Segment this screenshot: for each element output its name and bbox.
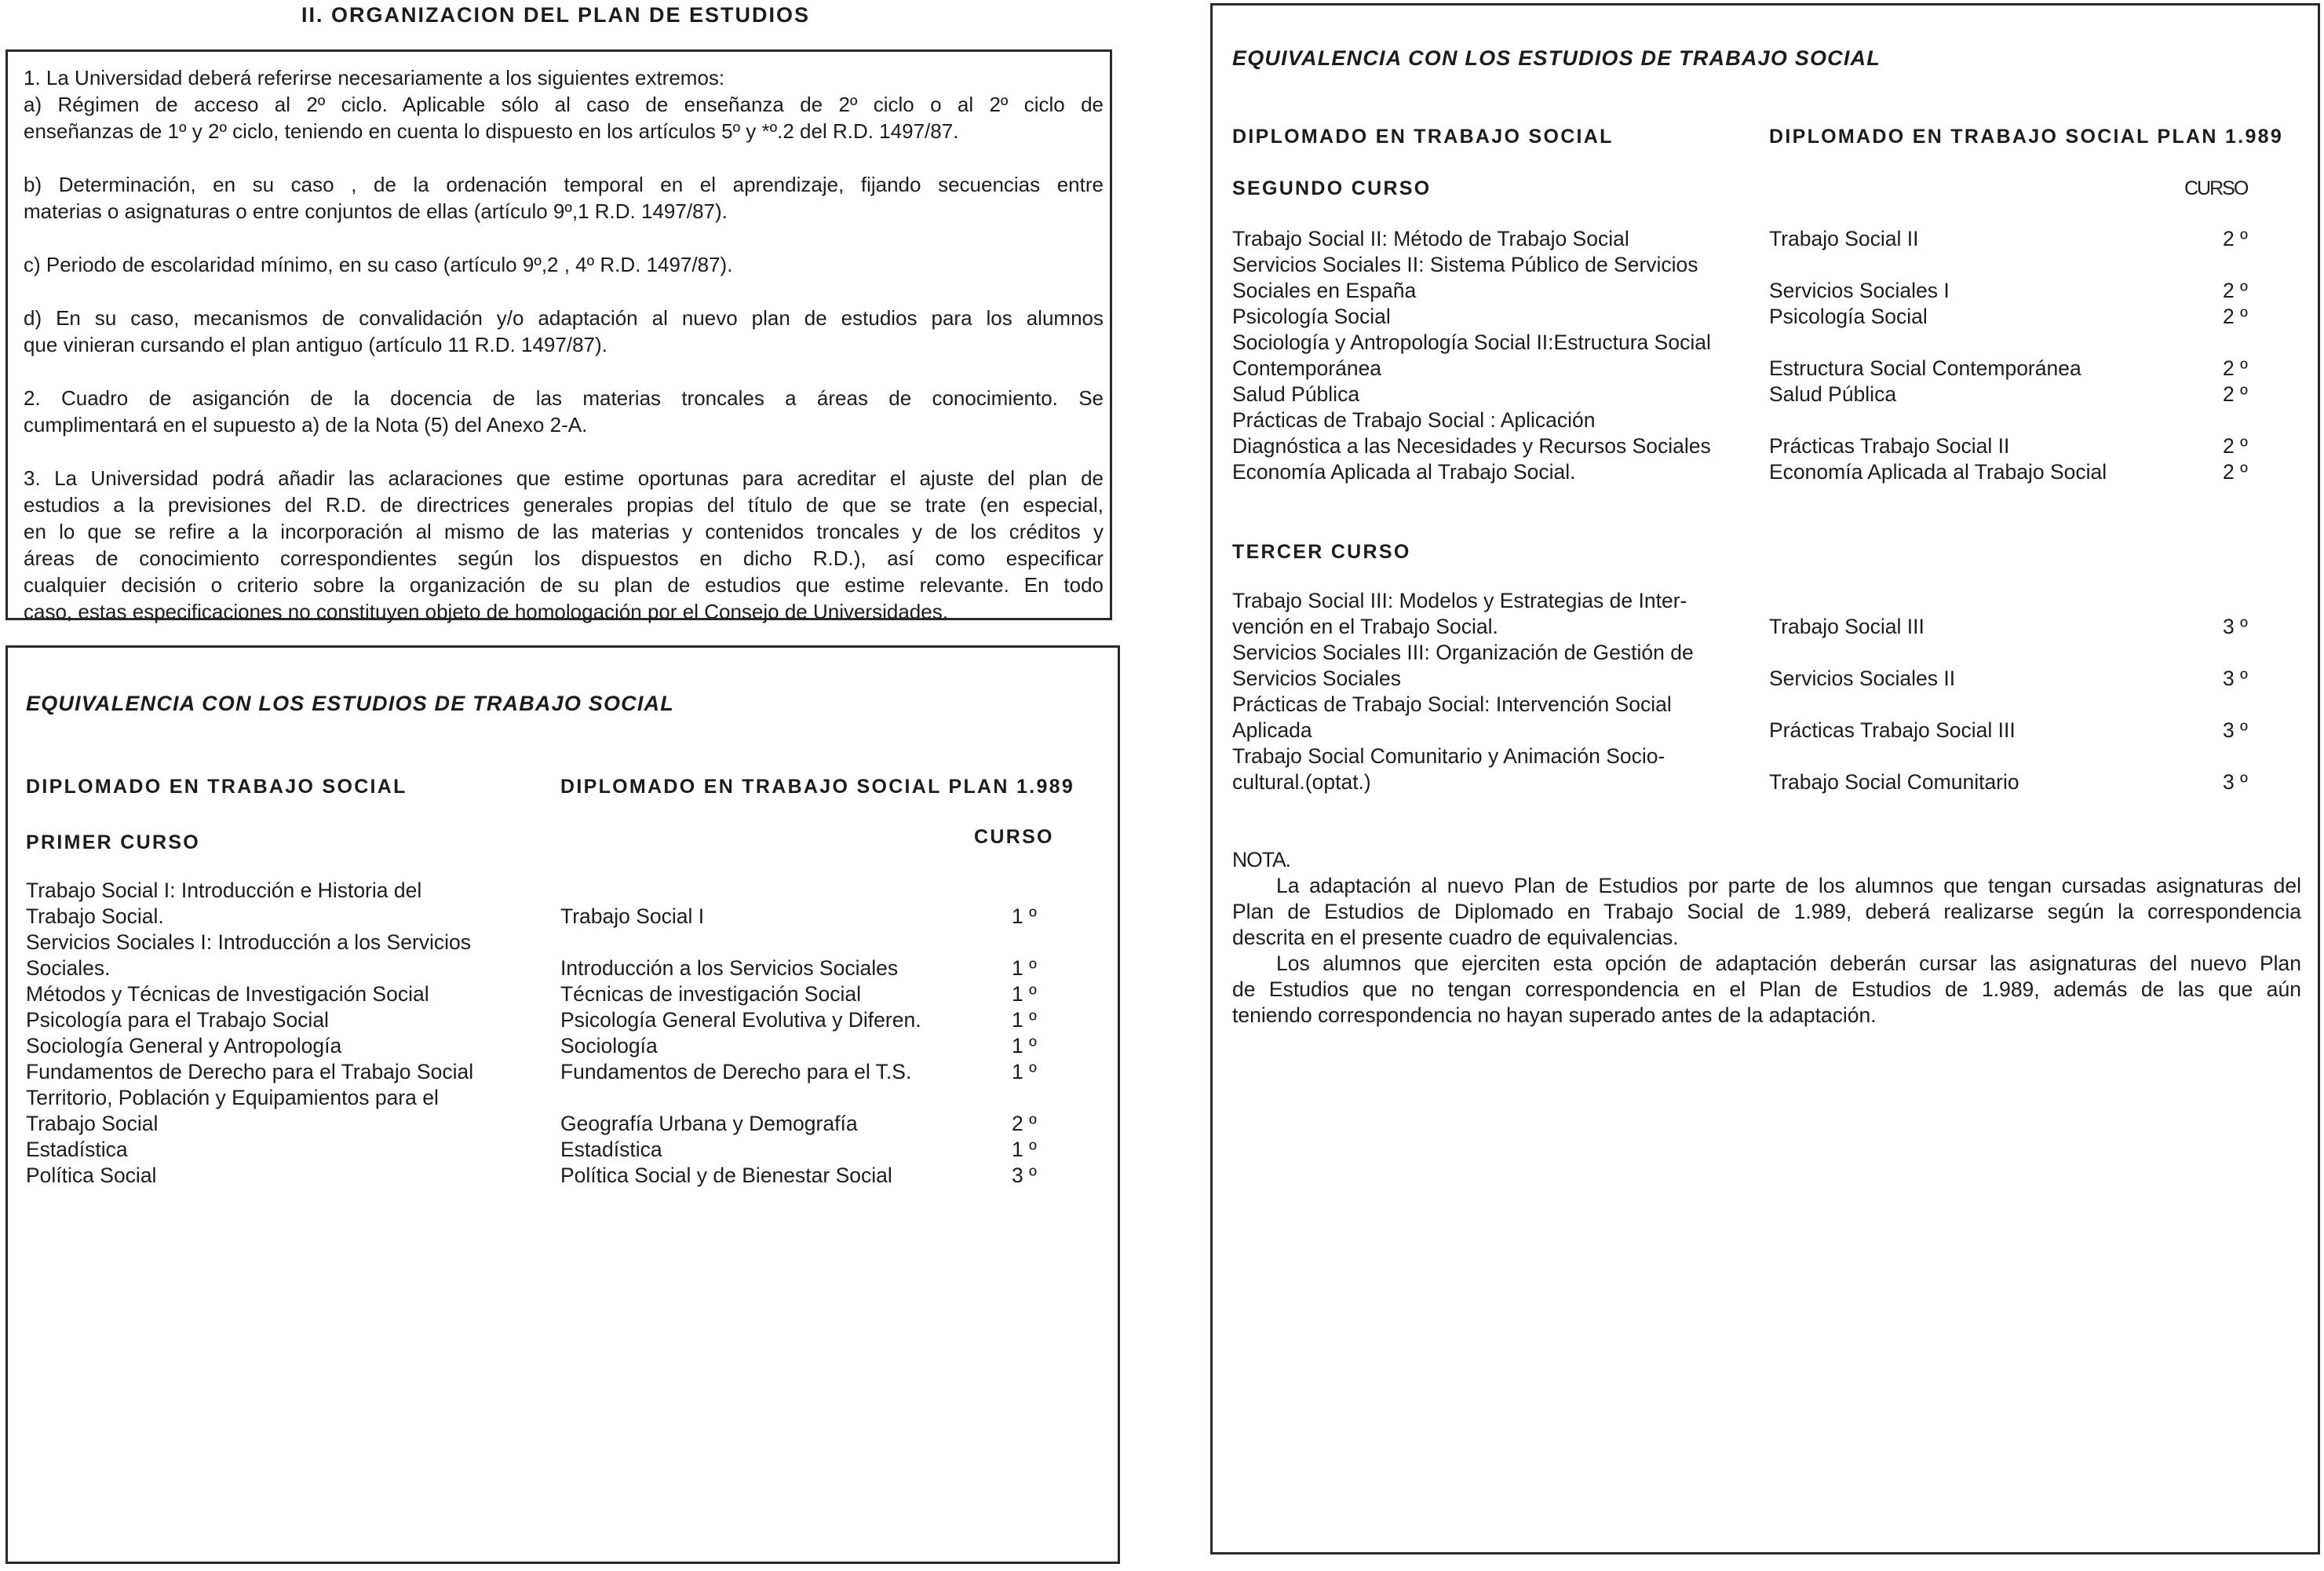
course-number: 3 º [1012,1164,1037,1187]
course-number: 1 º [1012,956,1037,980]
subject: Servicios Sociales [1232,667,1402,690]
nota-line: Los alumnos que ejerciten esta opción de adaptación deberán cursar las asignaturas del nuevo Plan [1276,952,2301,975]
course-number: 3 º [2223,718,2248,742]
equivalencia-primer-box [5,645,1120,1564]
course-number: 3 º [2223,770,2248,794]
course-number: 1 º [1012,1138,1037,1161]
equivalent-subject: Fundamentos de Derecho para el T.S. [560,1060,912,1083]
nota-line: Plan de Estudios de Diplomado en Trabajo Social de 1.989, deberá realizarse según la correspondencia [1232,900,2301,923]
col1-header: DIPLOMADO EN TRABAJO SOCIAL [1232,126,1614,148]
org-line: materias o asignaturas o entre conjuntos de ellas (artículo 9º,1 R.D. 1497/87). [24,199,728,223]
equivalent-subject: Servicios Sociales I [1769,279,1950,302]
org-line: 1. La Universidad deberá referirse necesariamente a los siguientes extremos: [24,66,725,90]
table-row [1232,330,2300,382]
course-number: 1 º [1012,1034,1037,1058]
course-number: 1 º [1012,1008,1037,1032]
subject: Trabajo Social I: Introducción e Historia del [26,879,422,902]
subject: Prácticas de Trabajo Social : Aplicación [1232,408,1596,432]
col2-header: DIPLOMADO EN TRABAJO SOCIAL PLAN 1.989 [560,776,1075,798]
subject: Trabajo Social [26,1112,159,1135]
course-number: 2 º [2223,382,2248,406]
nota [1232,847,2301,1028]
table-row [1232,588,2300,640]
table-row [26,1085,1093,1137]
equivalent-subject: Prácticas Trabajo Social III [1769,718,2016,742]
org-line: 2. Cuadro de asiganción de la docencia de las materias troncales a áreas de conocimiento. Se [24,386,1104,410]
equivalent-subject: Salud Pública [1769,382,1897,406]
course-heading: TERCER CURSO [1232,541,1411,563]
org-line: enseñanzas de 1º y 2º ciclo, teniendo en cuenta lo dispuesto en los artículos 5º y *º.2 del R.D. 1497/87. [24,119,959,143]
course-number: 2 º [2223,305,2248,328]
equivalent-subject: Política Social y de Bienestar Social [560,1164,892,1187]
subject: Aplicada [1232,718,1312,742]
equivalent-subject: Sociología [560,1034,658,1058]
org-line: en lo que se refire a la incorporación al mismo de las materias y contenidos troncales y de los créditos y [24,520,1104,543]
course-number: 3 º [2223,667,2248,690]
table-row [1232,252,2300,304]
org-line: que vinieran cursando el plan antiguo (artículo 11 R.D. 1497/87). [24,333,607,356]
org-line: estudios a la previsiones del R.D. de directrices generales propias del título de que se trate (en especial, [24,493,1104,517]
subject: Sociología y Antropología Social II:Estructura Social [1232,331,1711,354]
subject: Estadística [26,1138,128,1161]
equivalent-subject: Psicología Social [1769,305,1928,328]
nota-line: teniendo correspondencia no hayan superado antes de la adaptación. [1232,1003,1877,1027]
equivalencia-title: EQUIVALENCIA CON LOS ESTUDIOS DE TRABAJO SOCIAL [26,692,674,715]
org-line: cualquier decisión o criterio sobre la organización de su plan de estudios que estime relevante. En todo [24,573,1104,597]
table-row [1232,743,2300,795]
equivalent-subject: Trabajo Social II [1769,227,1919,250]
section-title-organizacion: II. ORGANIZACION DEL PLAN DE ESTUDIOS [301,3,811,27]
subject: Diagnóstica a las Necesidades y Recursos Sociales [1232,434,1711,458]
subject: Psicología para el Trabajo Social [26,1008,329,1032]
org-line: áreas de conocimiento correspondientes según los dispuestos en dicho R.D.), así como especificar [24,546,1104,570]
col2-header: DIPLOMADO EN TRABAJO SOCIAL PLAN 1.989 [1769,126,2284,148]
table-row [26,930,1093,981]
organizacion-box [5,49,1112,623]
course-number: 2 º [1012,1112,1037,1135]
course-heading: SEGUNDO CURSO [1232,177,1432,199]
subject: Psicología Social [1232,305,1391,328]
course-number: 1 º [1012,904,1037,928]
course-number: 2 º [2223,434,2248,458]
curso-label: CURSO [974,826,1054,848]
org-line: c) Periodo de escolaridad mínimo, en su caso (artículo 9º,2 , 4º R.D. 1497/87). [24,253,733,276]
course-number: 1 º [1012,1060,1037,1083]
org-line: d) En su caso, mecanismos de convalidación y/o adaptación al nuevo plan de estudios para los alumnos [24,306,1104,330]
subject: Política Social [26,1164,157,1187]
organizacion-text [24,64,1104,625]
subject: Territorio, Población y Equipamientos para el [26,1086,439,1109]
subject: cultural.(optat.) [1232,770,1371,794]
course-number: 3 º [2223,615,2248,638]
equivalent-subject: Introducción a los Servicios Sociales [560,956,899,980]
subject: Servicios Sociales I: Introducción a los Servicios [26,930,472,954]
equivalent-subject: Trabajo Social I [560,904,705,928]
table-row [1232,640,2300,692]
equivalent-subject: Estadística [560,1138,662,1161]
subject: Sociología General y Antropología [26,1034,342,1058]
subject: Contemporánea [1232,356,1382,380]
equivalent-subject: Trabajo Social Comunitario [1769,770,2019,794]
org-line: b) Determinación, en su caso , de la ordenación temporal en el aprendizaje, fijando secuencias entre [24,173,1104,196]
course-heading: PRIMER CURSO [26,831,201,853]
subject: Sociales. [26,956,111,980]
equivalent-subject: Geografía Urbana y Demografía [560,1112,858,1135]
subject: Trabajo Social II: Método de Trabajo Social [1232,227,1629,250]
subject: Trabajo Social. [26,904,164,928]
equivalent-subject: Técnicas de investigación Social [560,982,861,1006]
equivalent-subject: Prácticas Trabajo Social II [1769,434,2010,458]
table-row [26,878,1093,930]
equivalent-subject: Psicología General Evolutiva y Diferen. [560,1008,921,1032]
org-line: cumplimentará en el supuesto a) de la Nota (5) del Anexo 2-A. [24,413,588,437]
subject: Salud Pública [1232,382,1360,406]
equivalent-subject: Estructura Social Contemporánea [1769,356,2081,380]
nota-label: NOTA. [1232,848,1291,871]
equivalent-subject: Economía Aplicada al Trabajo Social [1769,460,2107,484]
course-number: 2 º [2223,227,2248,250]
subject: Servicios Sociales III: Organización de Gestión de [1232,641,1694,664]
table-row [1232,407,2300,459]
subject: Trabajo Social III: Modelos y Estrategias de Inter- [1232,589,1687,612]
org-line: 3. La Universidad podrá añadir las aclaraciones que estime oportunas para acreditar el ajuste del plan de [24,466,1104,490]
curso-label: CURSO [2184,177,2248,199]
course-number: 2 º [2223,356,2248,380]
subject: vención en el Trabajo Social. [1232,615,1498,638]
course-number: 2 º [2223,460,2248,484]
course-number: 2 º [2223,279,2248,302]
col1-header: DIPLOMADO EN TRABAJO SOCIAL [26,776,407,798]
nota-line: descrita en el presente cuadro de equivalencias. [1232,926,1679,949]
nota-line: de Estudios que no tengan correspondencia en el Plan de Estudios de 1.989, además de las que aún [1232,977,2301,1001]
subject: Prácticas de Trabajo Social: Intervención Social [1232,692,1672,716]
org-line: a) Régimen de acceso al 2º ciclo. Aplicable sólo al caso de enseñanza de 2º ciclo o al 2º ciclo de [24,93,1104,116]
equivalent-subject: Servicios Sociales II [1769,667,1956,690]
course-number: 1 º [1012,982,1037,1006]
subject: Economía Aplicada al Trabajo Social. [1232,460,1576,484]
subject: Sociales en España [1232,279,1417,302]
subject: Fundamentos de Derecho para el Trabajo Social [26,1060,474,1083]
nota-line: La adaptación al nuevo Plan de Estudios por parte de los alumnos que tengan cursadas asignaturas del [1276,874,2301,897]
equivalencia-segundo-box [1210,3,2320,1555]
equivalent-subject: Trabajo Social III [1769,615,1925,638]
equivalencia-title: EQUIVALENCIA CON LOS ESTUDIOS DE TRABAJO SOCIAL [1232,46,1881,70]
subject: Trabajo Social Comunitario y Animación Socio- [1232,744,1665,768]
subject: Métodos y Técnicas de Investigación Social [26,982,429,1006]
org-line: caso, estas especificaciones no constituyen objeto de homologación por el Consejo de Universidades. [24,600,948,623]
table-row [1232,692,2300,743]
subject: Servicios Sociales II: Sistema Público de Servicios [1232,253,1698,276]
